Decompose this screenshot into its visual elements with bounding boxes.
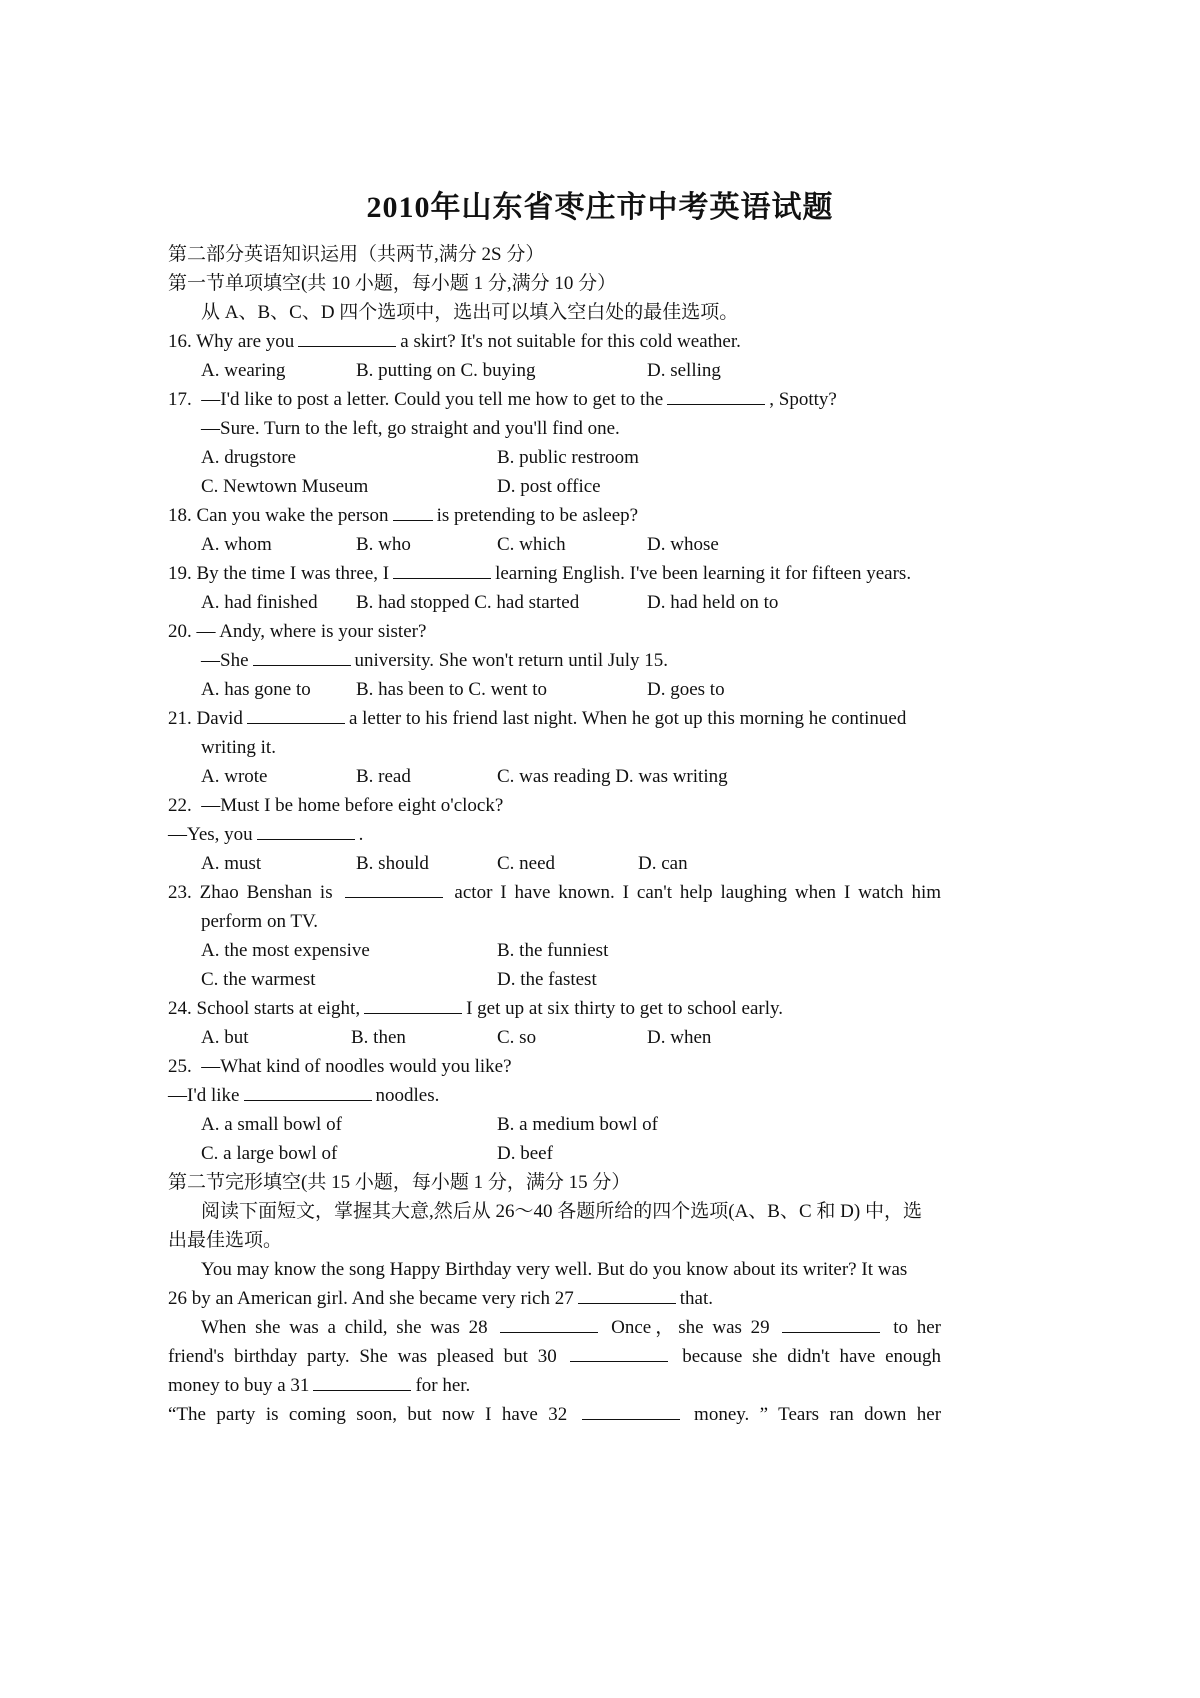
q24-option-c: C. so — [497, 1027, 537, 1048]
section2-heading: 第二节完形填空(共 15 小题，每小题 1 分，满分 15 分） — [168, 1172, 631, 1193]
answer-blank — [578, 1285, 676, 1304]
q22-option-a: A. must — [201, 853, 262, 874]
q25-option-b: B. a medium bowl of — [497, 1114, 658, 1135]
answer-blank — [345, 879, 443, 898]
q24-option-d: D. when — [647, 1027, 712, 1048]
question-21-continued: writing it. — [201, 737, 276, 758]
answer-blank — [500, 1314, 598, 1333]
q23-option-d: D. the fastest — [497, 969, 597, 990]
passage-line: When she was a child, she was 28 Once，she was 29 to her — [201, 1314, 941, 1342]
answer-blank — [298, 328, 396, 347]
q18-option-b: B. who — [356, 534, 411, 555]
passage-line: 26 by an American girl. And she became very rich 27 that. — [168, 1285, 713, 1313]
passage-line: money to buy a 31 for her. — [168, 1372, 470, 1400]
question-25: 25. —What kind of noodles would you like? — [168, 1056, 512, 1077]
question-25-response: —I'd like noodles. — [168, 1082, 439, 1110]
q21-option-a: A. wrote — [201, 766, 268, 787]
question-22: 22. —Must I be home before eight o'clock? — [168, 795, 504, 816]
question-23-continued: perform on TV. — [201, 911, 318, 932]
q18-option-c: C. which — [497, 534, 566, 555]
q19-option-b: B. had stopped C. had started — [356, 592, 580, 613]
question-23: 23. Zhao Benshan is actor I have known. I can't help laughing when I watch him — [168, 879, 941, 907]
q16-option-b: B. putting on C. buying — [356, 360, 536, 381]
answer-blank — [667, 386, 765, 405]
question-16: 16. Why are you a skirt? It's not suitable for this cold weather. — [168, 328, 741, 356]
question-22-response: —Yes, you . — [168, 821, 363, 849]
answer-blank — [782, 1314, 880, 1333]
q20-option-b: B. has been to C. went to — [356, 679, 548, 700]
part2-heading: 第二部分英语知识运用（共两节,满分 2S 分） — [168, 244, 545, 265]
q16-option-d: D. selling — [647, 360, 721, 381]
answer-blank — [247, 705, 345, 724]
question-20-response: —She university. She won't return until July 15. — [201, 647, 668, 675]
q19-option-a: A. had finished — [201, 592, 318, 613]
q18-option-d: D. whose — [647, 534, 719, 555]
q17-option-a: A. drugstore — [201, 447, 296, 468]
passage-line: You may know the song Happy Birthday very well. But do you know about its writer? It was — [201, 1259, 908, 1280]
question-24: 24. School starts at eight, I get up at six thirty to get to school early. — [168, 995, 783, 1023]
q21-option-c: C. was reading D. was writing — [497, 766, 728, 787]
q20-option-a: A. has gone to — [201, 679, 311, 700]
section1-heading: 第一节单项填空(共 10 小题，每小题 1 分,满分 10 分） — [168, 273, 617, 294]
q16-option-a: A. wearing — [201, 360, 286, 381]
q23-option-b: B. the funniest — [497, 940, 609, 961]
passage-line: “The party is coming soon, but now I have 32 money. ” Tears ran down her — [168, 1401, 941, 1429]
question-21: 21. David a letter to his friend last night. When he got up this morning he continued — [168, 705, 906, 733]
question-17-response: —Sure. Turn to the left, go straight and you'll find one. — [201, 418, 620, 439]
q23-option-c: C. the warmest — [201, 969, 316, 990]
answer-blank — [313, 1372, 411, 1391]
q17-option-b: B. public restroom — [497, 447, 639, 468]
q23-option-a: A. the most expensive — [201, 940, 370, 961]
q24-option-b: B. then — [351, 1027, 406, 1048]
answer-blank — [244, 1082, 372, 1101]
question-17: 17. —I'd like to post a letter. Could you tell me how to get to the , Spotty? — [168, 386, 837, 414]
page-title: 2010年山东省枣庄市中考英语试题 — [366, 191, 834, 224]
section1-instruction: 从 A、B、C、D 四个选项中，选出可以填入空白处的最佳选项。 — [201, 302, 739, 323]
answer-blank — [570, 1343, 668, 1362]
q21-option-b: B. read — [356, 766, 411, 787]
answer-blank — [257, 821, 355, 840]
q25-option-a: A. a small bowl of — [201, 1114, 342, 1135]
q19-option-d: D. had held on to — [647, 592, 779, 613]
answer-blank — [393, 502, 433, 521]
q22-option-d: D. can — [638, 853, 688, 874]
answer-blank — [582, 1401, 680, 1420]
q22-option-c: C. need — [497, 853, 556, 874]
passage-line: friend's birthday party. She was pleased but 30 because she didn't have enough — [168, 1343, 941, 1371]
question-20: 20. — Andy, where is your sister? — [168, 621, 427, 642]
section2-instruction-continued: 出最佳选项。 — [168, 1230, 283, 1251]
q24-option-a: A. but — [201, 1027, 249, 1048]
answer-blank — [393, 560, 491, 579]
q25-option-d: D. beef — [497, 1143, 553, 1164]
answer-blank — [364, 995, 462, 1014]
section2-instruction: 阅读下面短文，掌握其大意,然后从 26～40 各题所给的四个选项(A、B、C 和 D) 中，选 — [201, 1201, 922, 1222]
q17-option-d: D. post office — [497, 476, 601, 497]
question-18: 18. Can you wake the person is pretending to be asleep? — [168, 502, 638, 530]
question-19: 19. By the time I was three, I learning English. I've been learning it for fifteen years. — [168, 560, 911, 588]
q17-option-c: C. Newtown Museum — [201, 476, 369, 497]
q20-option-d: D. goes to — [647, 679, 725, 700]
q25-option-c: C. a large bowl of — [201, 1143, 338, 1164]
q22-option-b: B. should — [356, 853, 429, 874]
answer-blank — [253, 647, 351, 666]
q18-option-a: A. whom — [201, 534, 272, 555]
